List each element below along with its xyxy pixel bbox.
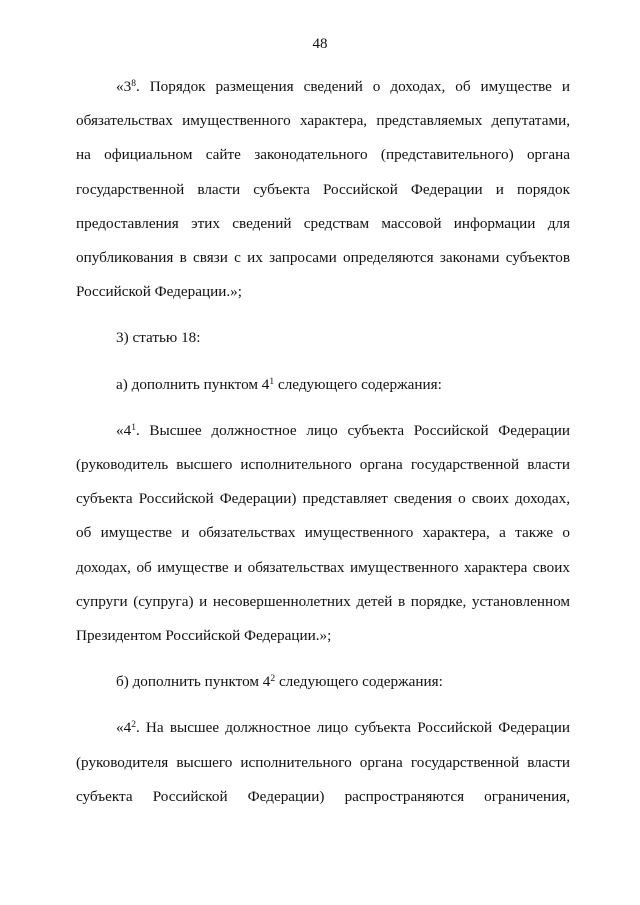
paragraph-p4 — [76, 414, 570, 653]
text-segment: . На высшее должностное лицо субъекта Российской Федерации — [135, 719, 570, 737]
paragraph-p2 — [76, 321, 570, 355]
text-line: на официальном сайте законодательного (представительного) органа — [76, 146, 570, 164]
text-line: государственной власти субъекта Российской Федерации и порядок — [76, 180, 570, 198]
text-line — [76, 70, 570, 104]
text-line: супруги (супруга) и несовершеннолетних детей в порядке, установленном — [76, 592, 570, 610]
text-line — [76, 711, 570, 745]
superscript-index: 1 — [131, 422, 136, 433]
text-line: (руководителя высшего исполнительного органа государственной власти — [76, 753, 570, 771]
text-line — [76, 368, 570, 402]
text-segment: а) дополнить пунктом 4 — [116, 375, 270, 393]
text-line: доходах, об имуществе и обязательствах имущественного характера своих — [76, 558, 570, 576]
text-line: (руководитель высшего исполнительного органа государственной власти — [76, 456, 570, 474]
text-segment: «4 — [116, 719, 132, 737]
paragraph-p6 — [76, 711, 570, 814]
document-body — [76, 70, 570, 814]
text-segment: следующего содержания: — [274, 375, 442, 393]
text-line: субъекта Российской Федерации) представляет сведения о своих доходах, — [76, 490, 570, 508]
text-segment: б) дополнить пунктом 4 — [116, 673, 271, 691]
text-segment: «3 — [116, 78, 132, 95]
text-segment: . Высшее должностное лицо субъекта Российской Федерации — [135, 421, 570, 439]
superscript-index: 1 — [269, 376, 275, 387]
text-line: предоставления этих сведений средствам массовой информации для — [76, 214, 570, 232]
text-line: субъекта Российской Федерации) распространяются ограничения, — [76, 787, 570, 805]
text-segment: «4 — [116, 421, 132, 439]
paragraph-p1 — [76, 70, 570, 309]
text-line: опубликования в связи с их запросами определяются законами субъектов — [76, 249, 570, 267]
text-line: обязательствах имущественного характера, представляемых депутатами, — [76, 112, 570, 130]
superscript-index: 8 — [131, 78, 136, 89]
text-segment: следующего содержания: — [275, 673, 443, 691]
text-line — [76, 414, 570, 448]
text-line: Российской Федерации.»; — [76, 283, 242, 301]
text-line: Президентом Российской Федерации.»; — [76, 627, 332, 645]
text-line: об имуществе и обязательствах имущественного характера, а также о — [76, 524, 570, 542]
page-number: 48 — [312, 36, 328, 52]
text-segment: . Порядок размещения сведений о доходах, об имуществе и — [135, 78, 570, 95]
text-line — [76, 665, 570, 699]
superscript-index: 2 — [270, 674, 276, 685]
paragraph-p3 — [76, 368, 570, 402]
text-line: 3) статью 18: — [116, 329, 201, 347]
superscript-index: 2 — [131, 720, 136, 731]
paragraph-p5 — [76, 665, 570, 699]
